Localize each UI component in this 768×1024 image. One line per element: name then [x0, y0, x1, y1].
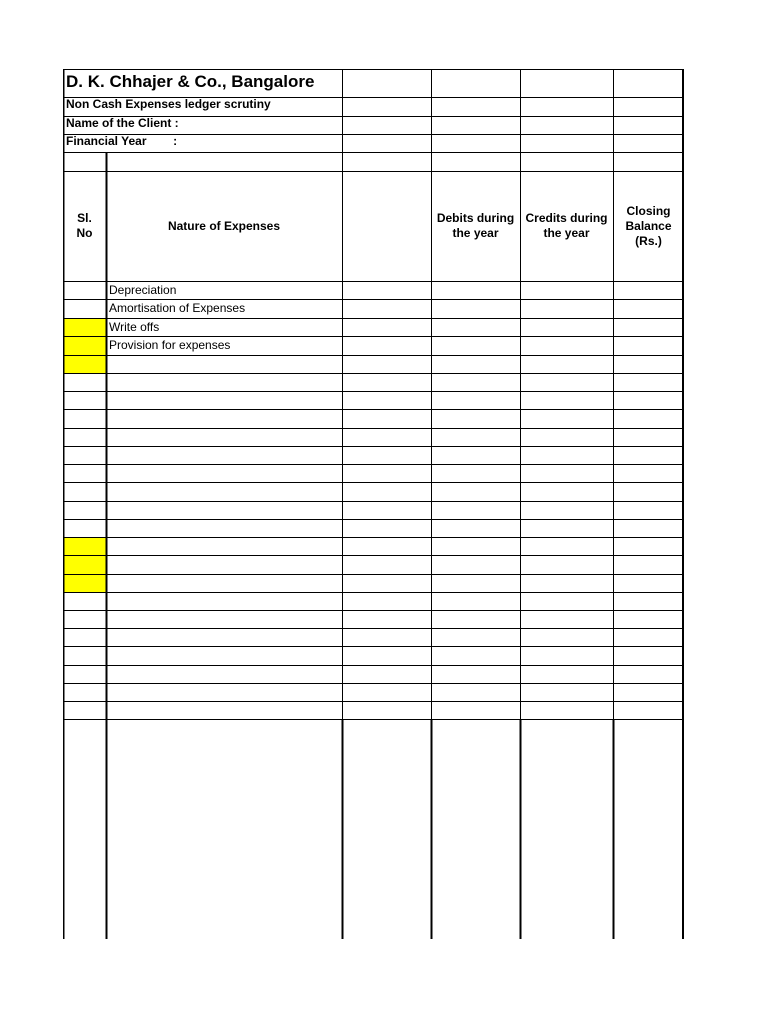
firm-title: D. K. Chhajer & Co., Bangalore [66, 72, 315, 91]
highlighted-cell [63, 318, 106, 336]
column-header-nature-of-expenses: Nature of Expenses [167, 218, 281, 233]
expense-item-write-offs: Write offs [109, 320, 160, 334]
sheet-subtitle: Non Cash Expenses ledger scrutiny [66, 97, 271, 111]
financial-year-label: Financial Year : [66, 134, 178, 148]
highlighted-cell [63, 336, 106, 355]
expense-item-provision: Provision for expenses [109, 338, 231, 352]
highlighted-cell [63, 537, 106, 555]
column-header-sl-no: Sl. No [76, 211, 93, 240]
column-header-credits: Credits during the year [525, 211, 608, 240]
highlighted-cell [63, 355, 106, 373]
highlighted-cell [63, 555, 106, 574]
highlighted-cell [63, 574, 106, 592]
client-name-label: Name of the Client : [66, 116, 179, 130]
ledger-sheet [63, 69, 684, 939]
expense-item-depreciation: Depreciation [109, 283, 177, 297]
expense-item-amortisation: Amortisation of Expenses [109, 301, 246, 315]
column-header-closing-balance: Closing Balance (Rs.) [625, 203, 672, 248]
column-header-debits: Debits during the year [436, 211, 515, 240]
